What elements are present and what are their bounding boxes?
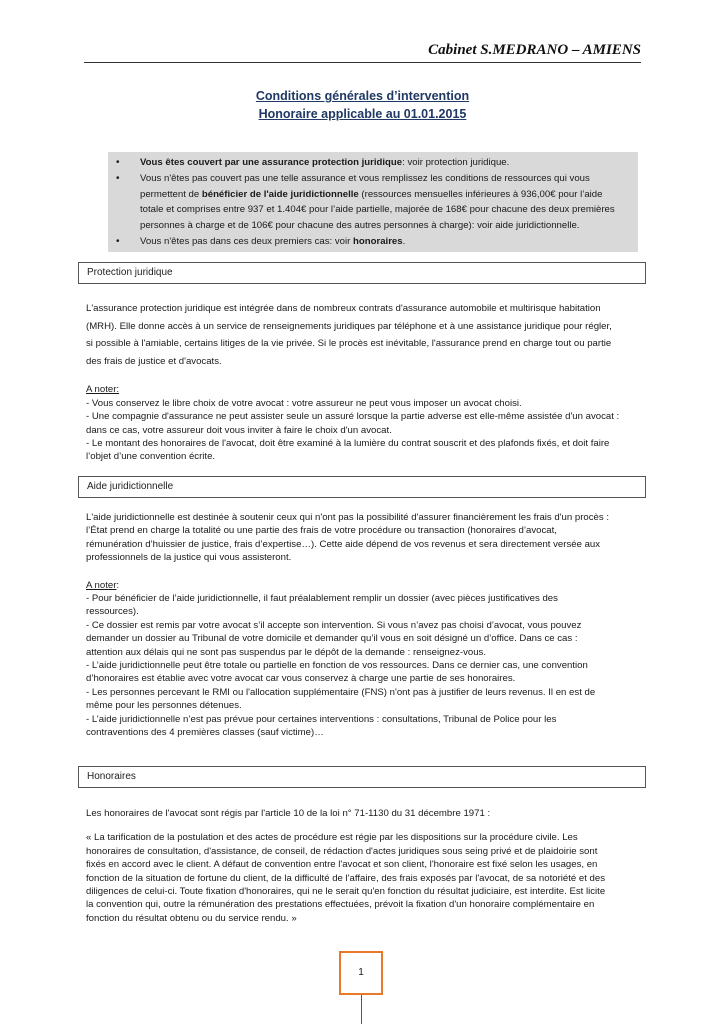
text-line: fonction du résultat obtenu ou du service rendu. » bbox=[86, 912, 297, 924]
protection-notes bbox=[86, 383, 640, 463]
text-line: des frais de justice et d'avocats. bbox=[86, 355, 222, 367]
text-line: L'assurance protection juridique est intégrée dans de nombreux contrats d'assurance automobile et multirisque habitation bbox=[86, 303, 601, 314]
summary-item-protection-bold: Vous êtes couvert par une assurance protection juridique bbox=[140, 157, 403, 168]
text-line: diligences de celui-ci. Toute fixation d'honoraires, qui ne le serait qu'en fonction du résultat judiciaire, est interdite. Est licite bbox=[86, 886, 606, 898]
aide-paragraph bbox=[86, 511, 640, 565]
document-title bbox=[0, 87, 725, 123]
summary-item-honoraires-bold: honoraires bbox=[353, 235, 403, 247]
section-heading-protection: Protection juridique bbox=[78, 262, 646, 284]
note-heading: A noter bbox=[86, 579, 117, 591]
summary-item-aide-pre: permettent de bbox=[140, 188, 202, 200]
text-line: - Le montant des honoraires de l'avocat, doit être examiné à la lumière du contrat souscrit et des plafonds fixés, et doit faire bbox=[86, 438, 610, 449]
text-line: - Vous conservez le libre choix de votre avocat : votre assureur ne peut vous imposer un avocat choisi. bbox=[86, 397, 522, 409]
summary-item-aide-line-4: personnes à charge et de 106€ pour chacune des autres personnes à charge): voir aide juridictionnelle. bbox=[140, 220, 580, 232]
summary-box bbox=[108, 152, 638, 252]
honoraires-quote bbox=[86, 831, 640, 925]
text-line: fixés en accord avec le client. A défaut de convention entre l'avocat et son client, l'honoraire est fixé selon les usages, en bbox=[86, 859, 598, 871]
summary-item-protection bbox=[116, 155, 630, 171]
summary-item-honoraires bbox=[116, 234, 630, 250]
page-number: 1 bbox=[339, 951, 383, 995]
text-line: dans ce cas, votre assureur doit vous inviter à faire le choix d'un avocat. bbox=[86, 424, 392, 436]
summary-item-aide-line-1: Vous n'êtes pas couvert pas une telle assurance et vous remplissez les conditions de ressources qui vous bbox=[140, 172, 590, 184]
summary-item-honoraires-pre: Vous n'êtes pas dans ces deux premiers cas: voir bbox=[140, 235, 354, 247]
honoraires-intro: Les honoraires de l'avocat sont régis par l'article 10 de la loi n° 71-1130 du 31 décembre 1971 : bbox=[86, 808, 491, 819]
text-line: - Pour bénéficier de l’aide juridictionnelle, il faut préalablement remplir un dossier (avec pièces justificatives des bbox=[86, 593, 558, 605]
text-line: la convention qui, outre la rémunération des prestations effectuées, prévoit la fixation d'un honoraire complémentaire en bbox=[86, 899, 595, 911]
text-line: professionnels de la justice qui vous assisteront. bbox=[86, 552, 292, 564]
text-line: L'aide juridictionnelle est destinée à soutenir ceux qui n'ont pas la possibilité d'assurer financièrement les frais d'un procès : bbox=[86, 512, 610, 523]
note-heading: A noter: bbox=[86, 384, 120, 396]
section-body-aide bbox=[86, 511, 640, 740]
text-line: - L’aide juridictionnelle peut être totale ou partielle en fonction de vos ressources. Dans ce dernier cas, une convention bbox=[86, 660, 588, 672]
note-heading-colon: : bbox=[116, 579, 120, 591]
page-number-rule bbox=[361, 995, 362, 1024]
aide-notes bbox=[86, 579, 640, 740]
document-title-line-1: Conditions générales d’intervention bbox=[255, 89, 470, 103]
summary-list bbox=[116, 155, 630, 250]
text-line: « La tarification de la postulation et des actes de procédure est régie par les dispositions sur la procédure civile. Les bbox=[86, 832, 578, 844]
summary-item-aide bbox=[116, 171, 630, 234]
header-rule bbox=[84, 62, 641, 63]
text-line: - Ce dossier est remis par votre avocat s’il accepte son intervention. Si vous n’avez pas choisi d’avocat, vous pouvez bbox=[86, 619, 582, 631]
text-line: l’État prend en charge la totalité ou une partie des frais de votre procédure ou transaction (honoraires d’avocat, bbox=[86, 525, 557, 537]
text-line: l’objet d’une convention écrite. bbox=[86, 451, 216, 463]
text-line: attention aux délais qui ne sont pas suspendus par le dépôt de la demande : renseignez-vous. bbox=[86, 646, 487, 658]
document-title-line-2: Honoraire applicable au 01.01.2015 bbox=[258, 107, 467, 121]
text-line: (MRH). Elle donne accès à un service de renseignements juridiques par téléphone et à une assistance juridique pour régler, bbox=[86, 320, 612, 332]
text-line: - L’aide juridictionnelle n’est pas prévue pour certaines interventions : consultations, Tribunal de Police pour les bbox=[86, 713, 557, 725]
summary-item-aide-post: (ressources mensuelles inférieures à 936,00€ pour l’aide bbox=[358, 188, 603, 200]
section-body-honoraires bbox=[86, 807, 640, 925]
section-body-protection bbox=[86, 300, 640, 464]
summary-item-honoraires-post: . bbox=[402, 235, 406, 247]
text-line: rémunération d’huissier de justice, frais d’expertise…). Cette aide dépend de vos revenus et sera directement versée aux bbox=[86, 538, 601, 550]
text-line: si possible à l'amiable, certains litiges de la vie privée. Si le procès est inévitable, l'assurance prend en charge tout ou partie bbox=[86, 338, 612, 350]
text-line: ressources). bbox=[86, 606, 139, 618]
text-line: demander un dossier au Tribunal de votre domicile et demander qu’il vous en soit désigné un d’office. Dans ce cas : bbox=[86, 633, 578, 645]
text-line: d’honoraires est établie avec votre avocat car vous conservez à charge une partie de ses honoraires. bbox=[86, 673, 516, 685]
protection-paragraph bbox=[86, 300, 640, 370]
summary-item-aide-bold: bénéficier de l'aide juridictionnelle bbox=[201, 188, 359, 200]
text-line: même pour les personnes détenues. bbox=[86, 700, 242, 712]
section-heading-aide: Aide juridictionnelle bbox=[78, 476, 646, 498]
text-line: contraventions des 4 premières classes (sauf victime)… bbox=[86, 727, 324, 739]
section-heading-honoraires: Honoraires bbox=[78, 766, 646, 788]
text-line: honoraires de consultation, d'assistance, de conseil, de rédaction d'actes juridiques sous seing privé et de plaidoirie sont bbox=[86, 845, 598, 857]
text-line: - Une compagnie d'assurance ne peut assister seule un assuré lorsque la partie adverse est elle-même assistée d'un avocat : bbox=[86, 411, 620, 423]
text-line: - Les personnes percevant le RMI ou l'allocation supplémentaire (FNS) n'ont pas à justifier de leurs revenus. Il en est de bbox=[86, 686, 596, 698]
note-heading-row bbox=[86, 579, 640, 592]
summary-item-protection-text: : voir protection juridique. bbox=[402, 157, 510, 168]
text-line: fonction de la situation de fortune du client, de la difficulté de l'affaire, des frais exposés par l'avocat, de sa notoriété et des bbox=[86, 872, 606, 884]
header-title: Cabinet S.MEDRANO – AMIENS bbox=[428, 42, 641, 58]
summary-item-aide-line-3: totale et comprises entre 937 et 1.404€ pour l’aide partielle, majorée de 168€ pour chacune des deux premières bbox=[140, 204, 615, 216]
